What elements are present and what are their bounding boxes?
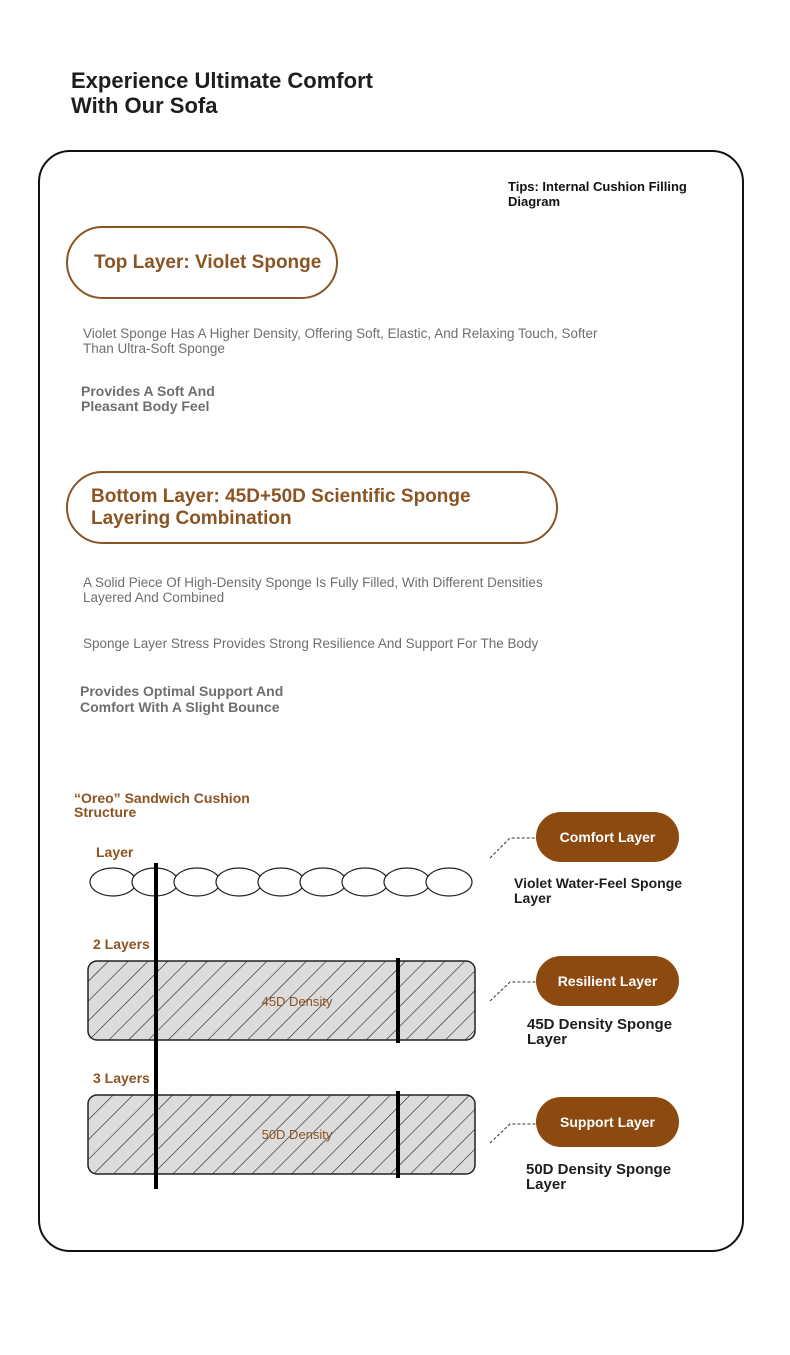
layer-label-3: 3 Layers [93,1070,150,1086]
connector-support [490,1124,537,1143]
layer-label-1: Layer [96,844,134,860]
comfort-layer-caption-line-1: Violet Water-Feel Sponge [514,875,683,891]
density-label-45d: 45D Density [261,994,333,1009]
bottom-layer-stress-text: Sponge Layer Stress Provides Strong Resilience And Support For The Body [83,636,539,651]
top-layer-benefit-line-2: Pleasant Body Feel [81,398,210,414]
tips-text: Tips: Internal Cushion Filling Diagram [508,179,687,209]
bottom-layer-benefit-line-1: Provides Optimal Support And [80,683,284,699]
support-layer-button[interactable]: Support Layer [536,1097,679,1147]
comfort-layer-shape [90,868,472,896]
comfort-layer-caption-line-2: Layer [514,890,552,906]
resilient-layer-caption [527,1017,672,1047]
bottom-layer-heading-line-2: Layering Combination [91,507,292,529]
density-label-50d: 50D Density [261,1127,333,1142]
resilient-layer-button[interactable]: Resilient Layer [536,956,679,1006]
top-layer-heading-text: Top Layer: Violet Sponge [94,251,322,273]
support-layer-caption-line-2: Layer [526,1176,567,1193]
page-title-line-2: With Our Sofa [71,93,218,118]
page-title-line-1: Experience Ultimate Comfort [71,68,373,93]
layer-label-2: 2 Layers [93,936,150,952]
structure-heading-line-2: Structure [74,804,137,820]
comfort-layer-caption [514,876,682,906]
bottom-layer-description: A Solid Piece Of High-Density Sponge Is Fully Filled, With Different Densities Layered And Combined [83,575,543,605]
resilient-layer-caption-line-2: Layer [527,1031,568,1048]
connector-comfort [490,838,537,858]
bottom-layer-heading-line-1: Bottom Layer: 45D+50D Scientific Sponge [91,485,471,507]
comfort-layer-button[interactable]: Comfort Layer [536,812,679,862]
bottom-layer-benefit-line-2: Comfort With A Slight Bounce [80,699,280,715]
top-layer-description: Violet Sponge Has A Higher Density, Offering Soft, Elastic, And Relaxing Touch, Softer Than Ultra-Soft Sponge [83,326,598,356]
top-layer-benefit-line-1: Provides A Soft And [81,383,215,399]
connector-resilient [490,982,537,1001]
support-layer-caption-line-1: 50D Density Sponge [526,1161,672,1178]
support-layer-caption [526,1162,671,1192]
structure-heading-line-1: “Oreo” Sandwich Cushion [74,790,250,806]
resilient-layer-caption-line-1: 45D Density Sponge [527,1016,673,1033]
